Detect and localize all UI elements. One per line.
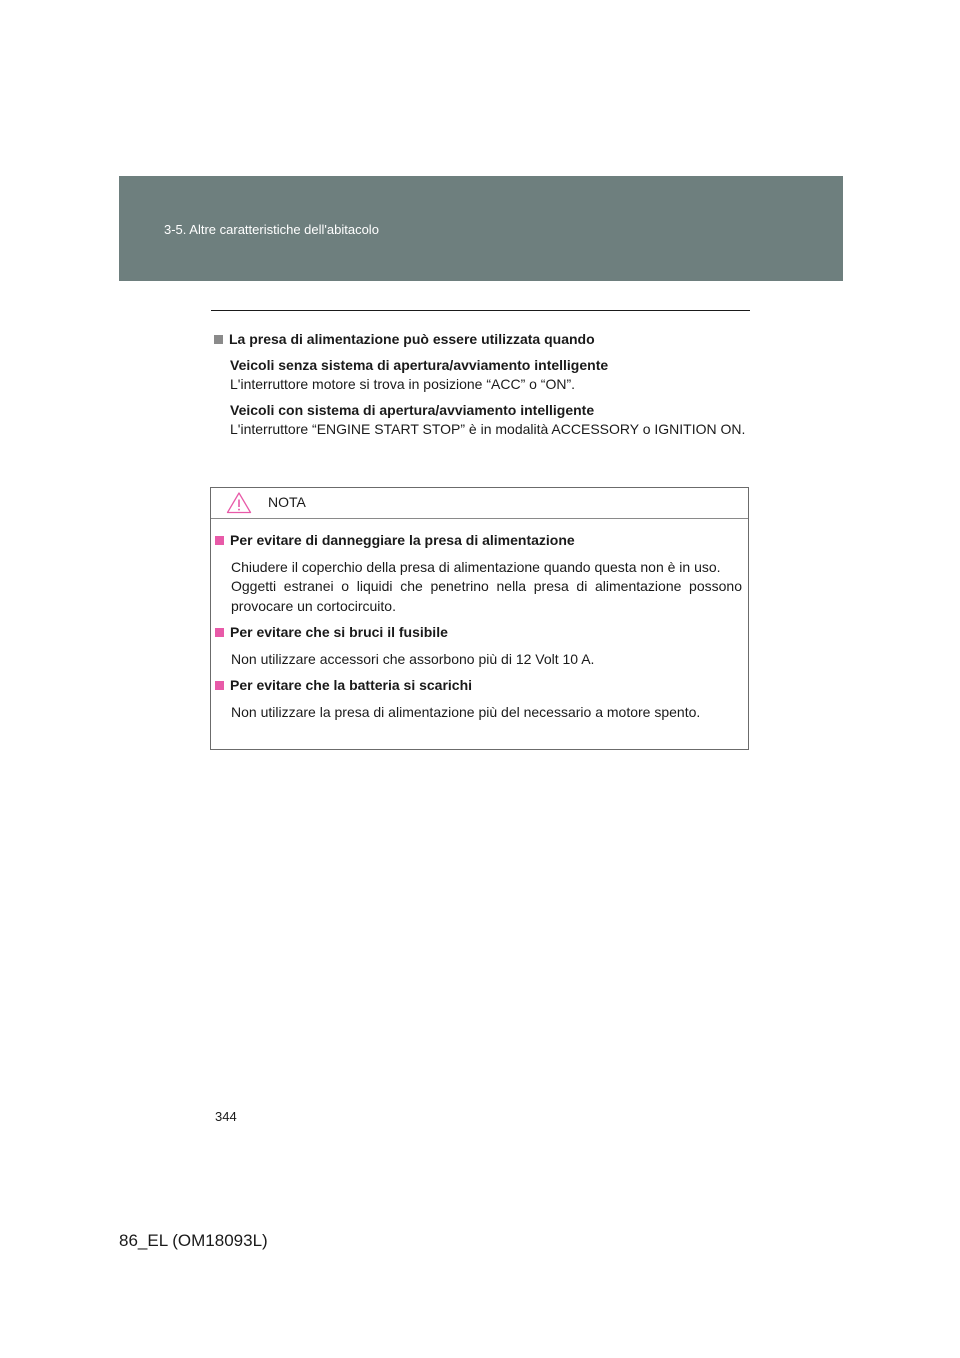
square-bullet-icon [215, 681, 224, 690]
notice-item-heading [215, 676, 742, 696]
notice-paragraph: Oggetti estranei o liquidi che penetrino nella presa di alimentazione possono provocare un cortocircuito. [231, 578, 742, 614]
warning-triangle-icon [226, 491, 252, 514]
notice-item-heading [215, 623, 742, 643]
header-band [119, 176, 843, 281]
notice-label: NOTA [268, 494, 306, 510]
notice-box [210, 487, 749, 750]
usage-case-title: Veicoli senza sistema di apertura/avviamento intelligente [230, 357, 609, 373]
square-bullet-icon [215, 536, 224, 545]
notice-paragraph: Non utilizzare la presa di alimentazione più del necessario a motore spento. [231, 703, 701, 720]
section-title: 3-5. Altre caratteristiche dell'abitacolo [164, 222, 379, 237]
usage-heading [214, 330, 750, 349]
notice-item-heading [215, 531, 742, 551]
notice-paragraph: Chiudere il coperchio della presa di alimentazione quando questa non è in uso. [231, 558, 721, 575]
usage-case [214, 356, 750, 394]
notice-body [211, 519, 748, 722]
usage-case-text: L'interruttore motore si trova in posizione “ACC” o “ON”. [230, 376, 576, 392]
document-code: 86_EL (OM18093L) [119, 1231, 268, 1250]
page-number: 344 [215, 1109, 237, 1124]
usage-heading-text: La presa di alimentazione può essere utilizzata quando [229, 331, 595, 347]
usage-section [214, 330, 750, 439]
square-bullet-icon [214, 335, 223, 344]
notice-header [211, 488, 748, 519]
notice-paragraph: Non utilizzare accessori che assorbono più di 12 Volt 10 A. [231, 650, 595, 667]
notice-item-heading-text: Per evitare che si bruci il fusibile [230, 624, 448, 640]
top-rule [211, 310, 750, 311]
usage-case-title: Veicoli con sistema di apertura/avviamento intelligente [230, 402, 595, 418]
usage-case-text: L'interruttore “ENGINE START STOP” è in modalità ACCESSORY o IGNITION ON. [230, 421, 746, 437]
notice-item-heading-text: Per evitare di danneggiare la presa di alimentazione [230, 532, 575, 548]
usage-case [214, 401, 750, 439]
square-bullet-icon [215, 628, 224, 637]
notice-item-heading-text: Per evitare che la batteria si scarichi [230, 677, 473, 693]
